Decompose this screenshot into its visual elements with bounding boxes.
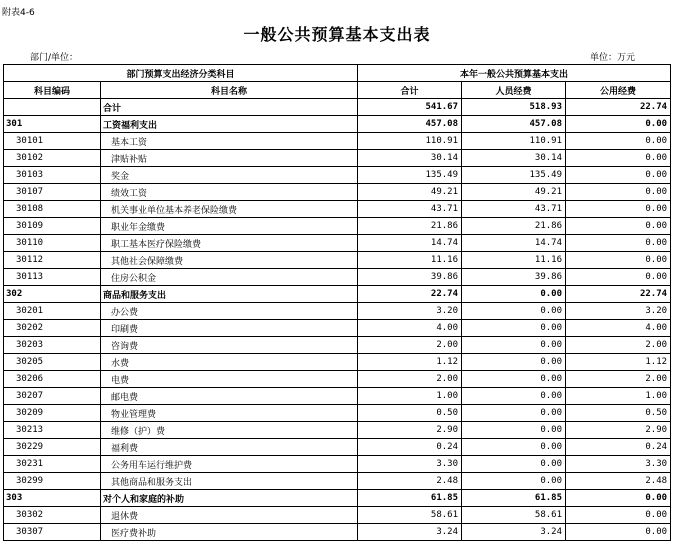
cell-name: 公务用车运行维护费: [101, 456, 358, 473]
table-row: [4, 524, 671, 541]
cell-personnel: 14.74: [462, 235, 566, 252]
cell-public: 0.00: [566, 235, 671, 252]
cell-personnel: 0.00: [462, 354, 566, 371]
cell-name: 奖金: [101, 167, 358, 184]
cell-personnel: 110.91: [462, 133, 566, 150]
cell-public: 22.74: [566, 286, 671, 303]
cell-public: 3.30: [566, 456, 671, 473]
cell-public: 0.00: [566, 218, 671, 235]
table-row: [4, 133, 671, 150]
cell-total: 1.00: [358, 388, 462, 405]
cell-public: 0.00: [566, 133, 671, 150]
table-row: [4, 252, 671, 269]
cell-name: 印刷费: [101, 320, 358, 337]
cell-public: 0.00: [566, 490, 671, 507]
cell-code: 30101: [4, 133, 101, 150]
cell-name: 其他商品和服务支出: [101, 473, 358, 490]
cell-public: 2.48: [566, 473, 671, 490]
table-row: [4, 201, 671, 218]
cell-public: 1.00: [566, 388, 671, 405]
cell-name: 住房公积金: [101, 269, 358, 286]
cell-personnel: 3.24: [462, 524, 566, 541]
header-public: 公用经费: [566, 82, 671, 99]
table-row: [4, 286, 671, 303]
table-row: [4, 184, 671, 201]
table-row: [4, 269, 671, 286]
cell-total: 3.24: [358, 524, 462, 541]
cell-total: 43.71: [358, 201, 462, 218]
cell-public: 0.00: [566, 116, 671, 133]
cell-personnel: 43.71: [462, 201, 566, 218]
cell-personnel: 30.14: [462, 150, 566, 167]
header-economic-classification: 部门预算支出经济分类科目: [4, 65, 358, 82]
appendix-label: 附表4-6: [2, 8, 35, 18]
cell-name: 工资福利支出: [101, 116, 358, 133]
cell-total: 457.08: [358, 116, 462, 133]
cell-total: 30.14: [358, 150, 462, 167]
cell-code: 30103: [4, 167, 101, 184]
cell-code: 30113: [4, 269, 101, 286]
header-basic-expenditure: 本年一般公共预算基本支出: [358, 65, 671, 82]
cell-personnel: 0.00: [462, 473, 566, 490]
cell-name: 职业年金缴费: [101, 218, 358, 235]
cell-personnel: 0.00: [462, 405, 566, 422]
table-row: [4, 439, 671, 456]
cell-personnel: 0.00: [462, 388, 566, 405]
cell-public: 0.00: [566, 507, 671, 524]
cell-code: 30207: [4, 388, 101, 405]
cell-total: 14.74: [358, 235, 462, 252]
cell-personnel: 39.86: [462, 269, 566, 286]
table-column-header-row: [4, 82, 671, 99]
cell-name: 医疗费补助: [101, 524, 358, 541]
cell-code: 30109: [4, 218, 101, 235]
cell-total: 2.90: [358, 422, 462, 439]
cell-code: 30202: [4, 320, 101, 337]
cell-name: 退休费: [101, 507, 358, 524]
cell-code: 30112: [4, 252, 101, 269]
cell-personnel: 0.00: [462, 286, 566, 303]
table-row: [4, 337, 671, 354]
budget-table: [3, 64, 671, 541]
table-row: [4, 235, 671, 252]
cell-total: 3.30: [358, 456, 462, 473]
cell-name: 基本工资: [101, 133, 358, 150]
cell-name: 咨询费: [101, 337, 358, 354]
table-row: [4, 422, 671, 439]
cell-personnel: 21.86: [462, 218, 566, 235]
cell-total: 0.50: [358, 405, 462, 422]
page-title: 一般公共预算基本支出表: [243, 25, 431, 44]
cell-public: 0.00: [566, 201, 671, 218]
table-row: [4, 303, 671, 320]
cell-public: 3.20: [566, 303, 671, 320]
cell-public: 0.00: [566, 252, 671, 269]
cell-public: 0.00: [566, 269, 671, 286]
cell-public: 22.74: [566, 99, 671, 116]
cell-personnel: 11.16: [462, 252, 566, 269]
cell-code: 30203: [4, 337, 101, 354]
cell-name: 物业管理费: [101, 405, 358, 422]
cell-name: 邮电费: [101, 388, 358, 405]
table-row: [4, 473, 671, 490]
cell-code: 30108: [4, 201, 101, 218]
cell-personnel: 58.61: [462, 507, 566, 524]
cell-code: 30201: [4, 303, 101, 320]
cell-code: [4, 99, 101, 116]
cell-code: 30205: [4, 354, 101, 371]
table-row: [4, 320, 671, 337]
cell-public: 0.50: [566, 405, 671, 422]
cell-personnel: 61.85: [462, 490, 566, 507]
cell-name: 维修（护）费: [101, 422, 358, 439]
cell-code: 30107: [4, 184, 101, 201]
cell-total: 61.85: [358, 490, 462, 507]
cell-name: 合计: [101, 99, 358, 116]
table-row: [4, 150, 671, 167]
table-row: [4, 405, 671, 422]
cell-total: 2.00: [358, 371, 462, 388]
cell-public: 0.00: [566, 184, 671, 201]
unit-label: 单位：万元: [590, 53, 636, 63]
cell-name: 电费: [101, 371, 358, 388]
header-code: 科目编码: [4, 82, 101, 99]
cell-total: 11.16: [358, 252, 462, 269]
cell-code: 30307: [4, 524, 101, 541]
cell-public: 4.00: [566, 320, 671, 337]
cell-code: 30102: [4, 150, 101, 167]
cell-name: 绩效工资: [101, 184, 358, 201]
cell-total: 21.86: [358, 218, 462, 235]
cell-total: 4.00: [358, 320, 462, 337]
header-name: 科目名称: [101, 82, 358, 99]
cell-name: 机关事业单位基本养老保险缴费: [101, 201, 358, 218]
table-row: [4, 490, 671, 507]
cell-code: 30213: [4, 422, 101, 439]
cell-code: 301: [4, 116, 101, 133]
cell-total: 135.49: [358, 167, 462, 184]
cell-total: 110.91: [358, 133, 462, 150]
cell-code: 30206: [4, 371, 101, 388]
header-personnel: 人员经费: [462, 82, 566, 99]
cell-total: 22.74: [358, 286, 462, 303]
table-row: [4, 456, 671, 473]
table-row: [4, 116, 671, 133]
cell-total: 49.21: [358, 184, 462, 201]
cell-public: 0.00: [566, 167, 671, 184]
cell-personnel: 518.93: [462, 99, 566, 116]
table-row: [4, 354, 671, 371]
cell-name: 职工基本医疗保险缴费: [101, 235, 358, 252]
cell-total: 58.61: [358, 507, 462, 524]
table-row: [4, 388, 671, 405]
cell-public: 1.12: [566, 354, 671, 371]
cell-public: 0.00: [566, 524, 671, 541]
cell-personnel: 0.00: [462, 303, 566, 320]
table-row: [4, 99, 671, 116]
department-label: 部门/单位：: [30, 53, 79, 63]
cell-code: 30302: [4, 507, 101, 524]
cell-total: 3.20: [358, 303, 462, 320]
table-row: [4, 218, 671, 235]
cell-code: 30110: [4, 235, 101, 252]
cell-personnel: 0.00: [462, 422, 566, 439]
cell-personnel: 49.21: [462, 184, 566, 201]
table-group-header-row: [4, 65, 671, 82]
cell-code: 302: [4, 286, 101, 303]
cell-personnel: 0.00: [462, 320, 566, 337]
cell-personnel: 0.00: [462, 439, 566, 456]
cell-code: 30209: [4, 405, 101, 422]
cell-total: 2.00: [358, 337, 462, 354]
cell-public: 2.00: [566, 371, 671, 388]
cell-personnel: 135.49: [462, 167, 566, 184]
cell-personnel: 457.08: [462, 116, 566, 133]
cell-public: 0.00: [566, 150, 671, 167]
table-row: [4, 371, 671, 388]
cell-name: 办公费: [101, 303, 358, 320]
cell-total: 0.24: [358, 439, 462, 456]
table-row: [4, 507, 671, 524]
cell-name: 福利费: [101, 439, 358, 456]
cell-code: 30299: [4, 473, 101, 490]
cell-personnel: 0.00: [462, 456, 566, 473]
table-row: [4, 167, 671, 184]
cell-personnel: 0.00: [462, 337, 566, 354]
cell-name: 其他社会保障缴费: [101, 252, 358, 269]
cell-total: 2.48: [358, 473, 462, 490]
cell-name: 商品和服务支出: [101, 286, 358, 303]
cell-code: 30231: [4, 456, 101, 473]
cell-public: 2.00: [566, 337, 671, 354]
cell-name: 对个人和家庭的补助: [101, 490, 358, 507]
cell-name: 水费: [101, 354, 358, 371]
cell-code: 30229: [4, 439, 101, 456]
cell-personnel: 0.00: [462, 371, 566, 388]
cell-total: 1.12: [358, 354, 462, 371]
cell-code: 303: [4, 490, 101, 507]
cell-name: 津贴补贴: [101, 150, 358, 167]
header-total: 合计: [358, 82, 462, 99]
cell-public: 0.24: [566, 439, 671, 456]
cell-total: 39.86: [358, 269, 462, 286]
cell-public: 2.90: [566, 422, 671, 439]
cell-total: 541.67: [358, 99, 462, 116]
